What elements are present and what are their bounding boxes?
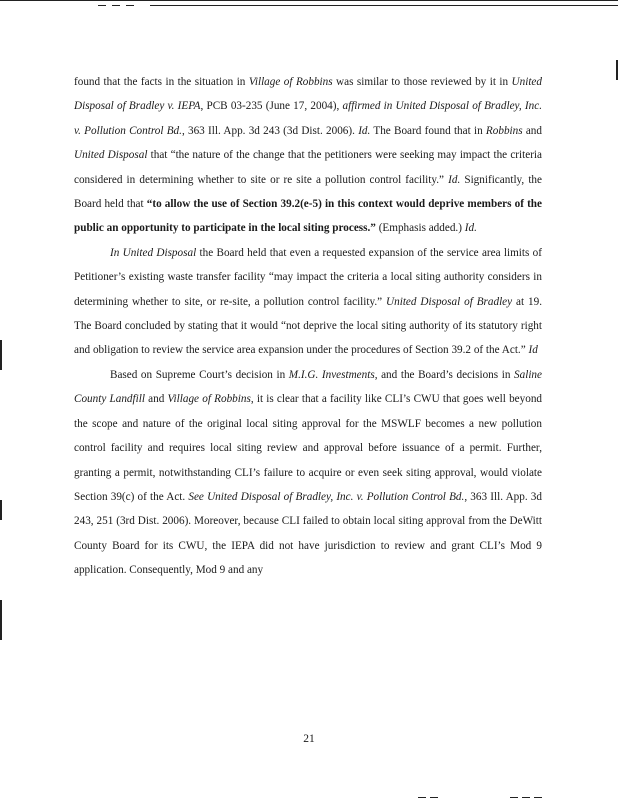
paragraph-based-on-supreme-court (74, 363, 542, 583)
italic-text-run: In United Disposal (110, 246, 197, 259)
italic-text-run: Id. (358, 124, 371, 137)
scan-dash-top-3 (126, 5, 134, 6)
scan-dash-bottom-2 (430, 797, 438, 798)
italic-text-run: United Disposal (74, 149, 148, 162)
italic-text-run: Village of Robbins (248, 76, 333, 88)
italic-text-run: Id (528, 344, 538, 357)
text-run: Based on Supreme Court’s decision in (110, 368, 289, 381)
scan-line-top-right (150, 5, 618, 6)
text-run: was similar to those reviewed by it in (332, 76, 512, 88)
scan-dash-bottom-3 (510, 797, 518, 798)
italic-text-run: affirmed in United Disposal of Bradley, Inc. v. Pollution Control Bd. (74, 100, 542, 137)
scan-dash-top-2 (112, 5, 120, 6)
italic-text-run: United Disposal of Bradley (386, 295, 513, 308)
scan-dash-bottom-4 (522, 797, 530, 798)
text-run: found that the facts in the situation in (74, 76, 249, 88)
text-run: and (522, 124, 542, 137)
scan-border-top (0, 0, 618, 1)
italic-text-run: Robbins (485, 124, 523, 137)
scan-dash-bottom-5 (534, 797, 542, 798)
scan-dash-top-1 (98, 5, 106, 6)
text-run: and (144, 393, 168, 406)
italic-text-run: United Disposal of Bradley v. IEPA (74, 76, 542, 113)
paragraph-united-disposal (74, 241, 542, 363)
page-number: 21 (303, 733, 315, 745)
document-body (74, 70, 542, 583)
italic-text-run: Id. (448, 173, 461, 186)
text-run: , PCB 03-235 (June 17, 2004), (200, 100, 343, 113)
text-run: , and the Board’s decisions in (374, 368, 515, 381)
italic-text-run: M.I.G. Investments (288, 368, 375, 381)
text-run: , 363 Ill. App. 3d 243 (3d Dist. 2006). (181, 124, 359, 137)
text-run: at 19. The Board concluded by stating that it would “not deprive the local siting authority of its statutory right and obligation to review the service area expansion under the procedures of Section 39.2 of the Act.” (74, 295, 542, 357)
scan-tick-left-3 (0, 600, 2, 640)
text-run: that “the nature of the change that the petitioners were seeking may impact the criteria considered in determining whether to site or re site a pollution control facility.” (74, 149, 543, 186)
scan-dash-bottom-1 (418, 797, 426, 798)
italic-text-run: Saline County Landfill (74, 368, 542, 406)
scan-tick-left-2 (0, 500, 2, 520)
italic-text-run: Village of Robbins (167, 393, 251, 406)
bold-text-run: “to allow the use of Section 39.2(e-5) in this context would deprive members of the public an opportunity to participate in the local siting process.” (74, 198, 542, 235)
italic-text-run: See United Disposal of Bradley, Inc. v. Pollution Control Bd. (188, 490, 465, 503)
text-run: Significantly, the Board held that (74, 173, 542, 211)
paragraph-continued (74, 70, 542, 241)
text-run: (Emphasis added.) (375, 222, 465, 235)
scan-tick-left-1 (0, 340, 2, 370)
text-run: The Board found that in (370, 124, 486, 137)
text-run: , it is clear that a facility like CLI’s CWU that goes well beyond the scope and nature of the original local siting approval for the MSWLF becomes a new pollution control facility and requires local siting review and approval before issuance of a permit. Further, granting a permit, notwithstanding CLI’s failure to acquire or even seek siting approval, would violate Section 39(c) of the Act. (74, 393, 543, 503)
text-run: the Board held that even a requested expansion of the service area limits of Petitioner’s existing waste transfer facility “may impact the criteria a local siting authority considers in determining whether to site, or re-site, a pollution control facility.” (74, 246, 543, 308)
text-run: , 363 Ill. App. 3d 243, 251 (3rd Dist. 2006). Moreover, because CLI failed to obtain local siting approval from the DeWitt County Board for its CWU, the IEPA did not have jurisdiction to review and grant CLI’s Mod 9 application. Consequently, Mod 9 and any (74, 490, 542, 577)
italic-text-run: Id. (464, 222, 477, 235)
